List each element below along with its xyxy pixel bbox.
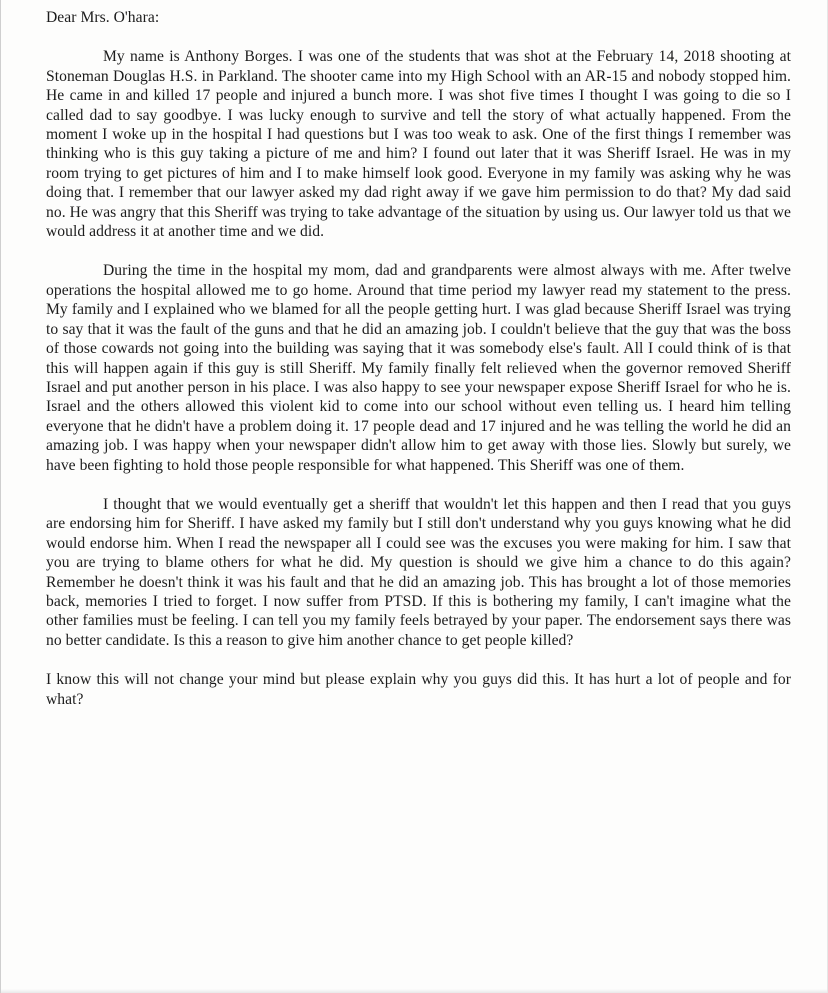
paragraph-spacer: [46, 650, 791, 670]
salutation: Dear Mrs. O'hara:: [46, 9, 160, 26]
closing-paragraph: I know this will not change your mind but please explain why you guys did this. It has hurt a lot of people and for what?: [46, 671, 791, 708]
paragraph-2: During the time in the hospital my mom, dad and grandparents were almost always with me. After twelve operations the hospital allowed me to go home. Around that time period my lawyer read my statement to the press. My family and I explained who we blamed for all the people getting hurt. I was glad because Sheriff Israel was trying to say that it was the fault of the guns and that he did an amazing job. I couldn't believe that the guy that was the boss of those cowards not going into the building was saying that it was somebody else's fault. All I could think of is that this will happen again if this guy is still Sheriff. My family finally felt relieved when the governor removed Sheriff Israel and put another person in his place. I was also happy to see your newspaper expose Sheriff Israel for who he is. Israel and the others allowed this violent kid to come into our school without even telling us. I heard him telling everyone that he didn't have a problem doing it. 17 people dead and 17 injured and he was telling the world he did an amazing job. I was happy when your newspaper didn't allow him to get away with those lies. Slowly but surely, we have been fighting to hold those people responsible for what happened. This Sheriff was one of them.: [46, 262, 791, 474]
paragraph-1: My name is Anthony Borges. I was one of the students that was shot at the February 14, 2018 shooting at Stoneman Douglas H.S. in Parkland. The shooter came into my High School with an AR-15 and nobody stopped him. He came in and killed 17 people and injured a bunch more. I was shot five times I thought I was going to die so I called dad to say goodbye. I was lucky enough to survive and tell the story of what actually happened. From the moment I woke up in the hospital I had questions but I was too weak to ask. One of the first things I remember was thinking who is this guy taking a picture of me and him? I found out later that it was Sheriff Israel. He was in my room trying to get pictures of him and I to make himself look good. Everyone in my family was asking why he was doing that. I remember that our lawyer asked my dad right away if we gave him permission to do that? My dad said no. He was angry that this Sheriff was trying to take advantage of the situation by using us. Our lawyer told us that we would address it at another time and we did.: [46, 48, 791, 241]
paragraph-3: I thought that we would eventually get a sheriff that wouldn't let this happen and then I read that you guys are endorsing him for Sheriff. I have asked my family but I still don't understand why you guys knowing what he did would endorse him. When I read the newspaper all I could see was the excuses you were making for him. I saw that you are trying to blame others for what he did. My question is should we give him a chance to do this again? Remember he doesn't think it was his fault and that he did an amazing job. This has brought a lot of those memories back, memories I tried to forget. I now suffer from PTSD. If this is bothering my family, I can't imagine what the other families must be feeling. I can tell you my family feels betrayed by your paper. The endorsement says there was no better candidate. Is this a reason to give him another chance to get people killed?: [46, 495, 791, 649]
paragraph-spacer: [46, 241, 791, 261]
paragraph-spacer: [46, 475, 791, 495]
letter-body: [46, 8, 791, 709]
